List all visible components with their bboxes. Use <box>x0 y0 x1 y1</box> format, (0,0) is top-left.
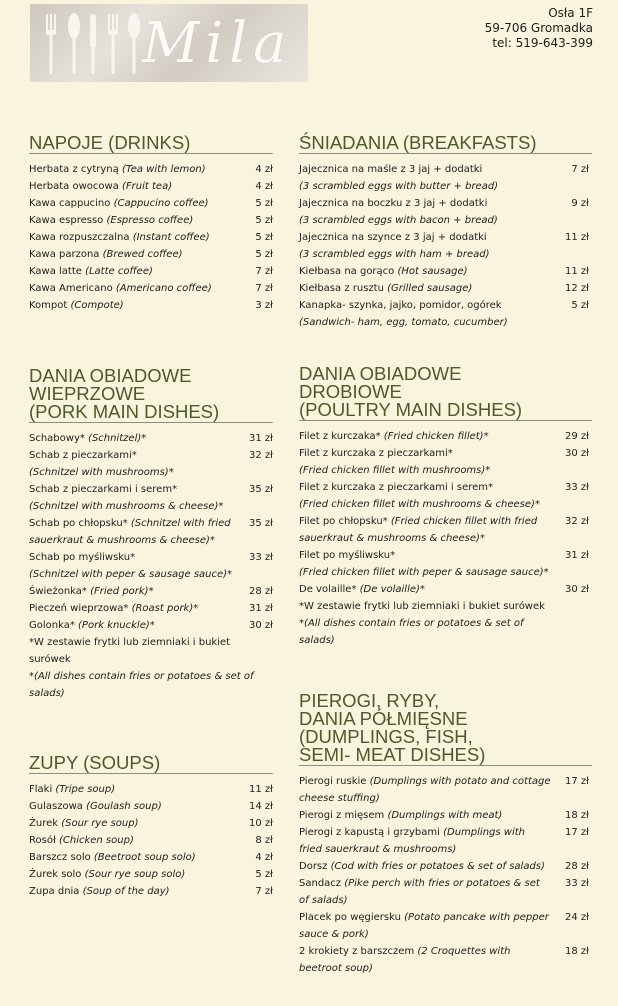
menu-item <box>29 195 273 212</box>
item-name-english: (Dumplings with meat) <box>387 810 503 821</box>
item-name-polish: Kanapka- szynka, jajko, pomidor, ogórek <box>299 300 502 311</box>
menu-item-name <box>29 161 239 178</box>
item-name-english: (Dumplings with fried sauerkraut & mushrooms) <box>299 827 525 855</box>
menu-item-price: 33 zł <box>565 878 589 889</box>
item-name-english: (Sandwich- ham, egg, tomato, cucumber) <box>299 317 508 328</box>
menu-list <box>29 161 323 314</box>
item-name-polish: De volaille* <box>299 584 360 595</box>
item-name-english: (Chicken soup) <box>58 835 134 846</box>
menu-item <box>29 617 273 634</box>
menu-note-english: *(All dishes contain fries or potatoes & set of salads) <box>299 618 524 646</box>
item-name-polish: Herbata z cytryną <box>29 164 122 175</box>
menu-item-price: 32 zł <box>249 450 273 461</box>
menu-item <box>29 883 273 900</box>
menu-item <box>29 178 273 195</box>
menu-item-price: 29 zł <box>565 431 589 442</box>
menu-item-name <box>299 513 555 547</box>
menu-item-price: 5 zł <box>255 215 273 226</box>
menu-item <box>299 547 589 581</box>
menu-item-price: 24 zł <box>565 912 589 923</box>
soups-section <box>29 754 323 900</box>
menu-item-price: 5 zł <box>571 300 589 311</box>
menu-item <box>29 246 273 263</box>
item-name-polish: Placek po węgiersku <box>299 912 405 923</box>
menu-item <box>29 781 273 798</box>
menu-item-price: 11 zł <box>249 784 273 795</box>
section-title: ŚNIADANIA (BREAKFASTS) <box>299 134 592 154</box>
menu-item-price: 4 zł <box>255 181 273 192</box>
menu-item <box>29 229 273 246</box>
menu-item <box>299 161 589 195</box>
item-name-polish: Zupa dnia <box>29 886 83 897</box>
item-name-english: (De volaille)* <box>359 584 425 595</box>
menu-item-name <box>29 549 239 583</box>
menu-item-name <box>299 858 555 875</box>
menu-item <box>29 263 273 280</box>
menu-item-price: 8 zł <box>255 835 273 846</box>
menu-item <box>29 832 273 849</box>
item-name-polish: Barszcz solo <box>29 852 94 863</box>
menu-item-name <box>29 297 239 314</box>
item-name-polish: Żurek solo <box>29 869 85 880</box>
menu-item-name <box>299 263 555 280</box>
menu-item <box>299 807 589 824</box>
menu-item-name <box>299 581 555 598</box>
menu-item-name <box>299 909 555 943</box>
item-name-polish: Sandacz <box>299 878 345 889</box>
menu-item <box>299 428 589 445</box>
menu-item-price: 32 zł <box>565 516 589 527</box>
menu-item <box>29 549 273 583</box>
menu-list <box>29 781 323 900</box>
menu-item <box>29 297 273 314</box>
menu-item-price: 31 zł <box>249 603 273 614</box>
menu-item-name <box>29 798 239 815</box>
item-name-english: (Sour rye soup solo) <box>84 869 186 880</box>
item-name-polish: Pierogi z kapustą i grzybami <box>299 827 444 838</box>
item-name-polish: Filet po myśliwsku* <box>299 550 396 561</box>
menu-item-name <box>29 583 239 600</box>
item-name-english: (Fried chicken fillet with mushrooms & cheese)* <box>299 499 540 510</box>
menu-item <box>299 513 589 547</box>
menu-item-name <box>29 832 239 849</box>
menu-item <box>29 583 273 600</box>
menu-item-price: 3 zł <box>255 300 273 311</box>
dumplings-section <box>299 692 593 977</box>
menu-item <box>29 600 273 617</box>
item-name-english: (Pork knuckle)* <box>78 620 155 631</box>
item-name-english: (3 scrambled eggs with butter + bread) <box>299 181 499 192</box>
menu-item-name <box>29 229 239 246</box>
section-title: DANIA OBIADOWE WIEPRZOWE (PORK MAIN DISHES) <box>29 367 273 423</box>
menu-item <box>29 430 273 447</box>
item-name-english: (Fruit tea) <box>122 181 173 192</box>
item-name-polish: Herbata owocowa <box>29 181 123 192</box>
item-name-english: (Grilled sausage) <box>387 283 473 294</box>
item-name-english: (Dumplings with potato and cottage cheese stuffing) <box>299 776 551 804</box>
item-name-english: (Brewed coffee) <box>102 249 183 260</box>
menu-item <box>299 280 589 297</box>
item-name-english: (Espresso coffee) <box>106 215 194 226</box>
item-name-english: (Fried chicken fillet with mushrooms)* <box>299 465 491 476</box>
item-name-english: (Hot sausage) <box>397 266 468 277</box>
menu-item-price: 11 zł <box>565 266 589 277</box>
menu-item-price: 33 zł <box>565 482 589 493</box>
item-name-english: (3 scrambled eggs with bacon + bread) <box>299 215 498 226</box>
item-name-english: (Schnitzel with mushrooms & cheese)* <box>29 501 224 512</box>
menu-item-name <box>29 849 239 866</box>
menu-item-price: 7 zł <box>255 266 273 277</box>
menu-item <box>299 229 589 263</box>
menu-item-price: 18 zł <box>565 946 589 957</box>
item-name-polish: Kiełbasa na gorąco <box>299 266 398 277</box>
menu-item <box>29 515 273 549</box>
menu-item-name <box>299 773 555 807</box>
menu-item-price: 5 zł <box>255 232 273 243</box>
menu-list <box>299 773 593 977</box>
item-name-polish: Kawa parzona <box>29 249 103 260</box>
item-name-english: (Schnitzel with peper & sausage sauce)* <box>29 569 233 580</box>
item-name-polish: Filet po chłopsku* <box>299 516 391 527</box>
menu-item <box>299 263 589 280</box>
item-name-polish: Gulaszowa <box>29 801 87 812</box>
menu-item-name <box>29 246 239 263</box>
menu-item-price: 30 zł <box>565 448 589 459</box>
item-name-polish: Dorsz <box>299 861 331 872</box>
item-name-polish: Golonka* <box>29 620 79 631</box>
item-name-english: (Beetroot soup solo) <box>93 852 196 863</box>
menu-item-name <box>29 600 239 617</box>
menu-item-price: 28 zł <box>565 861 589 872</box>
menu-item <box>29 161 273 178</box>
item-name-polish: Żurek <box>29 818 62 829</box>
menu-item-name <box>299 807 555 824</box>
item-name-english: (Cod with fries or potatoes & set of salads) <box>330 861 545 872</box>
item-name-polish: Filet z kurczaka z pieczarkami i serem* <box>299 482 494 493</box>
item-name-english: (Tea with lemon) <box>121 164 206 175</box>
item-name-polish: Świeżonka* <box>29 586 91 597</box>
item-name-polish: Kawa rozpuszczalna <box>29 232 133 243</box>
menu-item-price: 31 zł <box>249 433 273 444</box>
menu-item-price: 4 zł <box>255 852 273 863</box>
menu-item-price: 9 zł <box>571 198 589 209</box>
item-name-polish: Rosół <box>29 835 59 846</box>
item-name-polish: Schab po myśliwsku* <box>29 552 136 563</box>
item-name-polish: Kawa latte <box>29 266 86 277</box>
menu-item-price: 10 zł <box>249 818 273 829</box>
item-name-english: (Pike perch with fries or potatoes & set of salads) <box>299 878 540 906</box>
menu-item-price: 5 zł <box>255 869 273 880</box>
item-name-english: (Fried chicken fillet)* <box>383 431 489 442</box>
menu-item <box>29 447 273 481</box>
menu-item-price: 30 zł <box>565 584 589 595</box>
menu-item <box>29 815 273 832</box>
menu-item-name <box>29 883 239 900</box>
menu-item-price: 30 zł <box>249 620 273 631</box>
menu-item <box>299 445 589 479</box>
item-name-polish: Filet z kurczaka* <box>299 431 384 442</box>
menu-item-name <box>299 280 555 297</box>
menu-item-price: 35 zł <box>249 484 273 495</box>
menu-item <box>299 479 589 513</box>
item-name-english: (Potato pancake with pepper sauce & pork) <box>299 912 549 940</box>
menu-item-name <box>29 617 239 634</box>
menu-item <box>29 212 273 229</box>
item-name-english: (Fried chicken fillet with fried sauerkraut & mushrooms & cheese)* <box>299 516 538 544</box>
menu-item <box>29 798 273 815</box>
item-name-polish: Kawa Americano <box>29 283 116 294</box>
menu-item-price: 31 zł <box>565 550 589 561</box>
address-street: Osła 1F <box>548 6 593 20</box>
item-name-english: (Tripe soup) <box>55 784 116 795</box>
menu-item-price: 5 zł <box>255 249 273 260</box>
item-name-english: (Latte coffee) <box>85 266 153 277</box>
menu-item-name <box>29 815 239 832</box>
menu-note-polish: *W zestawie frytki lub ziemniaki i bukiet surówek <box>29 637 231 665</box>
menu-item <box>29 280 273 297</box>
menu-item <box>299 581 589 598</box>
menu-item-price: 7 zł <box>255 886 273 897</box>
menu-item-price: 18 zł <box>565 810 589 821</box>
menu-item-price: 17 zł <box>565 827 589 838</box>
breakfasts-section <box>299 134 593 331</box>
menu-item <box>299 875 589 909</box>
item-name-english: (Schnitzel with mushrooms)* <box>29 467 174 478</box>
menu-item-name <box>29 481 239 515</box>
menu-item <box>299 773 589 807</box>
menu-item-price: 14 zł <box>249 801 273 812</box>
item-name-polish: Jajecznica na maśle z 3 jaj + dodatki <box>299 164 483 175</box>
item-name-polish: Jajecznica na szynce z 3 jaj + dodatki <box>299 232 487 243</box>
menu-item-name <box>29 195 239 212</box>
item-name-english: (Soup of the day) <box>82 886 170 897</box>
menu-item-name <box>299 297 555 331</box>
menu-item-name <box>29 212 239 229</box>
address-phone: tel: 519-643-399 <box>492 36 593 50</box>
menu-list <box>299 161 593 331</box>
menu-item <box>299 195 589 229</box>
menu-item-price: 12 zł <box>565 283 589 294</box>
item-name-polish: Schab z pieczarkami* <box>29 450 137 461</box>
item-name-english: (Fried chicken fillet with peper & sausage sauce)* <box>299 567 549 578</box>
item-name-english: (Roast pork)* <box>131 603 199 614</box>
poultry-section <box>299 365 593 649</box>
item-name-polish: Kompot <box>29 300 71 311</box>
menu-item-name <box>299 547 555 581</box>
address-block <box>485 6 593 51</box>
menu-note-english: *(All dishes contain fries or potatoes & set of salads) <box>29 671 254 699</box>
section-title: ZUPY (SOUPS) <box>29 754 273 774</box>
section-title: DANIA OBIADOWE DROBIOWE (POULTRY MAIN DISHES) <box>299 365 592 421</box>
item-name-english: (Schnitzel with fried sauerkraut & mushrooms & cheese)* <box>29 518 231 546</box>
menu-list <box>299 428 593 649</box>
item-name-english: (3 scrambled eggs with ham + bread) <box>299 249 490 260</box>
pork-section <box>29 367 323 702</box>
menu-item-price: 4 zł <box>255 164 273 175</box>
item-name-polish: Schab z pieczarkami i serem* <box>29 484 178 495</box>
menu-item-name <box>29 866 239 883</box>
logo-text: Mila <box>142 11 293 76</box>
menu-item-name <box>299 479 555 513</box>
menu-item-name <box>299 195 555 229</box>
menu-item-name <box>299 875 555 909</box>
menu-item-price: 33 zł <box>249 552 273 563</box>
item-name-polish: Kiełbasa z rusztu <box>299 283 388 294</box>
menu-item <box>299 297 589 331</box>
menu-item-name <box>29 781 239 798</box>
section-title: PIEROGI, RYBY, DANIA PÓŁMIĘSNE (DUMPLINGS, FISH, SEMI- MEAT DISHES) <box>299 692 592 766</box>
menu-list <box>29 430 323 702</box>
item-name-polish: 2 krokiety z barszczem <box>299 946 418 957</box>
item-name-polish: Jajecznica na boczku z 3 jaj + dodatki <box>299 198 488 209</box>
menu-item-name <box>299 824 555 858</box>
menu-item-name <box>29 280 239 297</box>
item-name-english: (Americano coffee) <box>115 283 212 294</box>
menu-item-name <box>299 428 555 445</box>
item-name-english: (Compote) <box>70 300 124 311</box>
item-name-polish: Pierogi ruskie <box>299 776 370 787</box>
menu-item-name <box>299 229 555 263</box>
menu-item <box>29 866 273 883</box>
menu-item-name <box>299 943 555 977</box>
menu-item-name <box>299 161 555 195</box>
menu-item <box>29 849 273 866</box>
menu-note-polish: *W zestawie frytki lub ziemniaki i bukiet surówek <box>299 601 545 612</box>
menu-item-price: 28 zł <box>249 586 273 597</box>
menu-item-name <box>29 430 239 447</box>
menu-item <box>299 858 589 875</box>
item-name-english: (2 Croquettes with beetroot soup) <box>299 946 511 974</box>
restaurant-logo <box>30 4 308 82</box>
menu-item <box>299 943 589 977</box>
menu-item-name <box>29 178 239 195</box>
cutlery-icon <box>38 10 148 76</box>
menu-item-price: 17 zł <box>565 776 589 787</box>
menu-item-name <box>29 447 239 481</box>
item-name-polish: Kawa espresso <box>29 215 107 226</box>
item-name-english: (Goulash soup) <box>86 801 162 812</box>
item-name-english: (Schnitzel)* <box>88 433 147 444</box>
menu-item <box>299 909 589 943</box>
address-city: 59-706 Gromadka <box>484 21 593 35</box>
menu-item-name <box>29 263 239 280</box>
menu-item-price: 11 zł <box>565 232 589 243</box>
menu-item-name <box>299 445 555 479</box>
item-name-polish: Flaki <box>29 784 56 795</box>
menu-item-price: 7 zł <box>255 283 273 294</box>
menu-item-price: 5 zł <box>255 198 273 209</box>
menu-item-price: 35 zł <box>249 518 273 529</box>
item-name-polish: Schab po chłopsku* <box>29 518 131 529</box>
menu-item-price: 7 zł <box>571 164 589 175</box>
item-name-english: (Sour rye soup) <box>61 818 139 829</box>
item-name-polish: Pierogi z mięsem <box>299 810 388 821</box>
menu-item <box>299 824 589 858</box>
item-name-polish: Pieczeń wieprzowa* <box>29 603 132 614</box>
menu-item-name <box>29 515 239 549</box>
section-title: NAPOJE (DRINKS) <box>29 134 273 154</box>
item-name-polish: Kawa cappucino <box>29 198 114 209</box>
item-name-english: (Instant coffee) <box>132 232 210 243</box>
menu-item <box>29 481 273 515</box>
item-name-polish: Schabowy* <box>29 433 89 444</box>
item-name-english: (Fried pork)* <box>90 586 154 597</box>
drinks-section <box>29 134 323 314</box>
item-name-english: (Cappucino coffee) <box>113 198 209 209</box>
item-name-polish: Filet z kurczaka z pieczarkami* <box>299 448 453 459</box>
